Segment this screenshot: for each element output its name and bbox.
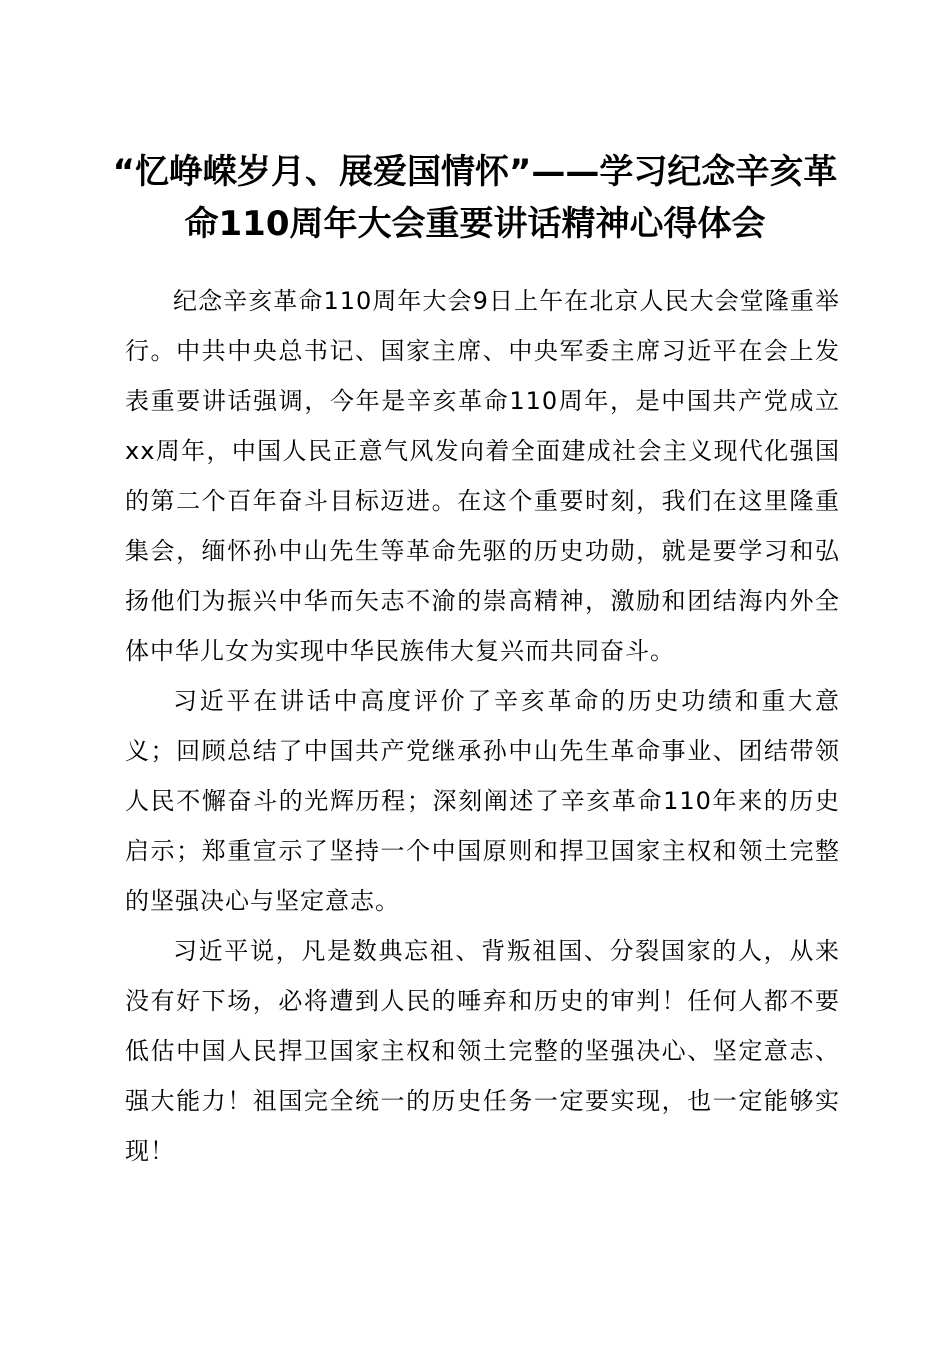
paragraph-1: 纪念辛亥革命110周年大会9日上午在北京人民大会堂隆重举行。中共中央总书记、国家主席、中央军委主席习近平在会上发表重要讲话强调，今年是辛亥革命110周年，是中国共产党成立xx周年，中国人民正意气风发向着全面建成社会主义现代化强国的第二个百年奋斗目标迈进。在这个重要时刻，我们在这里隆重集会，缅怀孙中山先生等革命先驱的历史功勋，就是要学习和弘扬他们为振兴中华而矢志不渝的崇高精神，激励和团结海内外全体中华儿女为实现中华民族伟大复兴而共同奋斗。: [125, 287, 840, 665]
document-title: “忆峥嵘岁月、展爱国情怀”——学习纪念辛亥革命110周年大会重要讲话精神心得体会: [112, 152, 838, 244]
paragraph-3: 习近平说，凡是数典忘祖、背叛祖国、分裂国家的人，从来没有好下场，必将遭到人民的唾弃和历史的审判！任何人都不要低估中国人民捍卫国家主权和领土完整的坚强决心、坚定意志、强大能力！祖国完全统一的历史任务一定要实现，也一定能够实现！: [125, 937, 840, 1165]
paragraph-2: 习近平在讲话中高度评价了辛亥革命的历史功绩和重大意义；回顾总结了中国共产党继承孙中山先生革命事业、团结带领人民不懈奋斗的光辉历程；深刻阐述了辛亥革命110年来的历史启示；郑重宣示了坚持一个中国原则和捍卫国家主权和领土完整的坚强决心与坚定意志。: [125, 687, 840, 915]
document-body: [125, 276, 840, 1176]
